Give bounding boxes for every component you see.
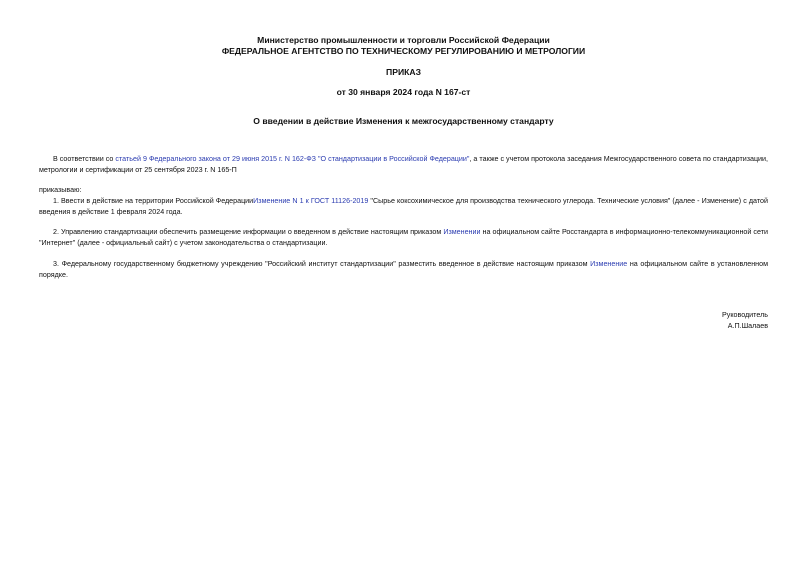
- item-3-text-end: на официальном сайте в установленном порядке.: [39, 260, 768, 280]
- item-2-paragraph: [39, 227, 768, 249]
- item-1-text-start: 1. Ввести в действие на территории Российской Федерации: [53, 197, 254, 205]
- signatory-name: А.П.Шалаев: [727, 322, 768, 330]
- item-1-paragraph: [39, 196, 768, 218]
- ministry-name: Министерство промышленности и торговли Российской Федерации: [257, 35, 550, 45]
- order-word: приказываю:: [39, 186, 82, 194]
- item-2-text-end: на официальном сайте Росстандарта в информационно-телекоммуникационной сети "Интернет" (далее - официальный сайт) с учетом законодательства о стандартизации.: [39, 228, 768, 248]
- item-2-text-start: 2. Управлению стандартизации обеспечить размещение информации о введенном в действие настоящим приказом: [53, 228, 444, 236]
- intro-text-start: В соответствии со: [53, 155, 116, 163]
- amendment-link-3[interactable]: Изменение: [590, 260, 628, 268]
- intro-paragraph: [39, 154, 768, 176]
- signatory-role: Руководитель: [721, 311, 768, 319]
- document-date-number: от 30 января 2024 года N 167-ст: [336, 87, 471, 97]
- item-1-text-end: "Сырье коксохимическое для производства технического углерода. Технические условия" (далее - Изменение) с датой введения в действие 1 февраля 2024 года.: [39, 197, 768, 217]
- item-3-text-start: 3. Федеральному государственному бюджетному учреждению "Российский институт стандартизации" разместить введенное в действие настоящим приказом: [53, 260, 591, 268]
- document-type: ПРИКАЗ: [386, 67, 421, 77]
- amendment-link-2[interactable]: Изменении: [443, 228, 481, 236]
- document-subject: О введении в действие Изменения к межгосударственному стандарту: [253, 116, 554, 126]
- agency-name: ФЕДЕРАЛЬНОЕ АГЕНТСТВО ПО ТЕХНИЧЕСКОМУ РЕГУЛИРОВАНИЮ И МЕТРОЛОГИИ: [221, 46, 586, 56]
- item-3-paragraph: [39, 259, 768, 281]
- gost-amendment-link[interactable]: Изменение N 1 к ГОСТ 11126-2019: [253, 197, 369, 205]
- intro-text-end: , а также с учетом протокола заседания Межгосударственного совета по стандартизации, метрологии и сертификации от 25 сентября 2023 г. N 165-П: [39, 155, 769, 175]
- law-article-link[interactable]: статьей 9 Федерального закона от 29 июня 2015 г. N 162-ФЗ "О стандартизации в Российской Федерации": [115, 155, 470, 163]
